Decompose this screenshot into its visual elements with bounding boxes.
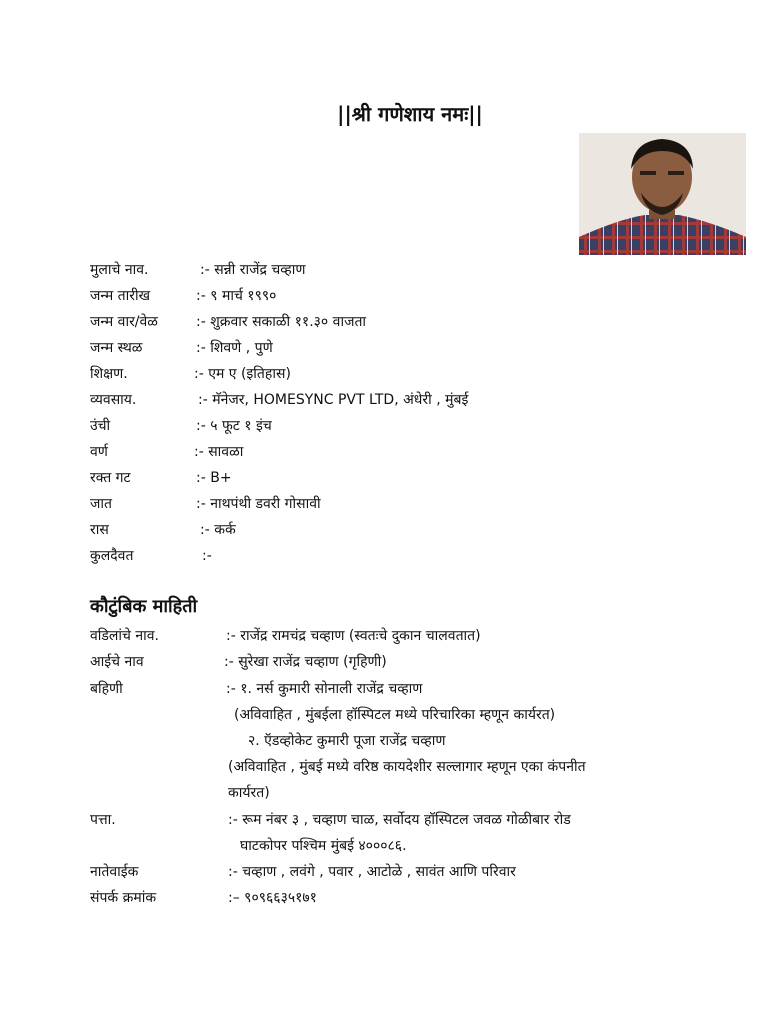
person-photo-icon xyxy=(579,133,746,255)
relatives-value: :- चव्हाण , लवंगे , पवार , आटोळे , सावंत आणि परिवार xyxy=(228,864,516,880)
info-label: जन्म तारीख xyxy=(90,288,151,304)
info-row-family-deity xyxy=(90,546,212,566)
address-label: पत्ता. xyxy=(90,812,116,828)
info-label: शिक्षण. xyxy=(90,366,128,382)
info-value: :- B+ xyxy=(196,470,232,486)
info-value: :- एम ए (इतिहास) xyxy=(194,366,291,382)
info-value: :- मॅनेजर, HOMESYNC PVT LTD, अंधेरी , मुंबई xyxy=(198,392,469,408)
info-row-name xyxy=(90,260,306,280)
info-value: :- सावळा xyxy=(194,444,244,460)
info-label: रास xyxy=(90,522,109,538)
info-value: :- सन्नी राजेंद्र चव्हाण xyxy=(200,262,306,278)
sister-line: कार्यरत) xyxy=(228,785,270,801)
contact-value: :– ९०९६६३५१७१ xyxy=(228,890,317,906)
info-row-zodiac xyxy=(90,520,236,540)
family-section-heading: कौटुंबिक माहिती xyxy=(90,596,198,617)
info-label: जात xyxy=(90,496,112,512)
father-value: :- राजेंद्र रामचंद्र चव्हाण (स्वतःचे दुकान चालवतात) xyxy=(226,628,481,644)
info-row-occupation xyxy=(90,390,469,410)
address-line: घाटकोपर पश्चिम मुंबई ४०००८६. xyxy=(240,838,407,854)
info-row-birth-date xyxy=(90,286,277,306)
info-value: :- नाथपंथी डवरी गोसावी xyxy=(196,496,321,512)
sister-line: (अविवाहित , मुंबई मध्ये वरिष्ठ कायदेशीर सल्लागार म्हणून एका कंपनीत xyxy=(228,759,586,775)
mother-label: आईचे नाव xyxy=(90,654,144,670)
info-row-complexion xyxy=(90,442,244,462)
info-row-blood-group xyxy=(90,468,232,488)
info-value: :- शुक्रवार सकाळी ११.३० वाजता xyxy=(196,314,367,330)
info-row-education xyxy=(90,364,291,384)
sister-line: २. ऍडव्होकेट कुमारी पूजा राजेंद्र चव्हाण xyxy=(248,733,446,749)
info-row-caste xyxy=(90,494,321,514)
address-line: :- रूम नंबर ३ , चव्हाण चाळ, सर्वोदय हॉस्पिटल जवळ गोळीबार रोड xyxy=(228,812,571,828)
info-label: जन्म वार/वेळ xyxy=(90,314,158,330)
sister-line: :- १. नर्स कुमारी सोनाली राजेंद्र चव्हाण xyxy=(226,681,423,697)
contact-label: संपर्क क्रमांक xyxy=(90,890,157,906)
sisters-label: बहिणी xyxy=(90,681,123,697)
info-label: जन्म स्थळ xyxy=(90,340,143,356)
info-label: रक्त गट xyxy=(90,470,131,486)
mother-value: :- सुरेखा राजेंद्र चव्हाण (गृहिणी) xyxy=(224,654,387,670)
info-label: व्यवसाय. xyxy=(90,392,137,408)
sister-line: (अविवाहित , मुंबईला हॉस्पिटल मध्ये परिचारिका म्हणून कार्यरत) xyxy=(234,707,556,723)
info-value: :- शिवणे , पुणे xyxy=(196,340,273,356)
info-label: वर्ण xyxy=(90,444,108,460)
info-row-birth-place xyxy=(90,338,273,358)
info-value: :- ९ मार्च १९९० xyxy=(196,288,277,304)
info-label: उंची xyxy=(90,418,111,434)
father-label: वडिलांचे नाव. xyxy=(90,628,159,644)
relatives-label: नातेवाईक xyxy=(90,864,139,880)
info-value: :- xyxy=(202,548,212,564)
info-label: मुलाचे नाव. xyxy=(90,262,149,278)
info-row-height xyxy=(90,416,272,436)
info-value: :- ५ फूट १ इंच xyxy=(196,418,272,434)
info-value: :- कर्क xyxy=(200,522,236,538)
profile-photo xyxy=(579,133,746,255)
info-row-birth-time xyxy=(90,312,367,332)
info-label: कुलदैवत xyxy=(90,548,134,564)
page-title: ||श्री गणेशाय नमः|| xyxy=(337,102,483,126)
